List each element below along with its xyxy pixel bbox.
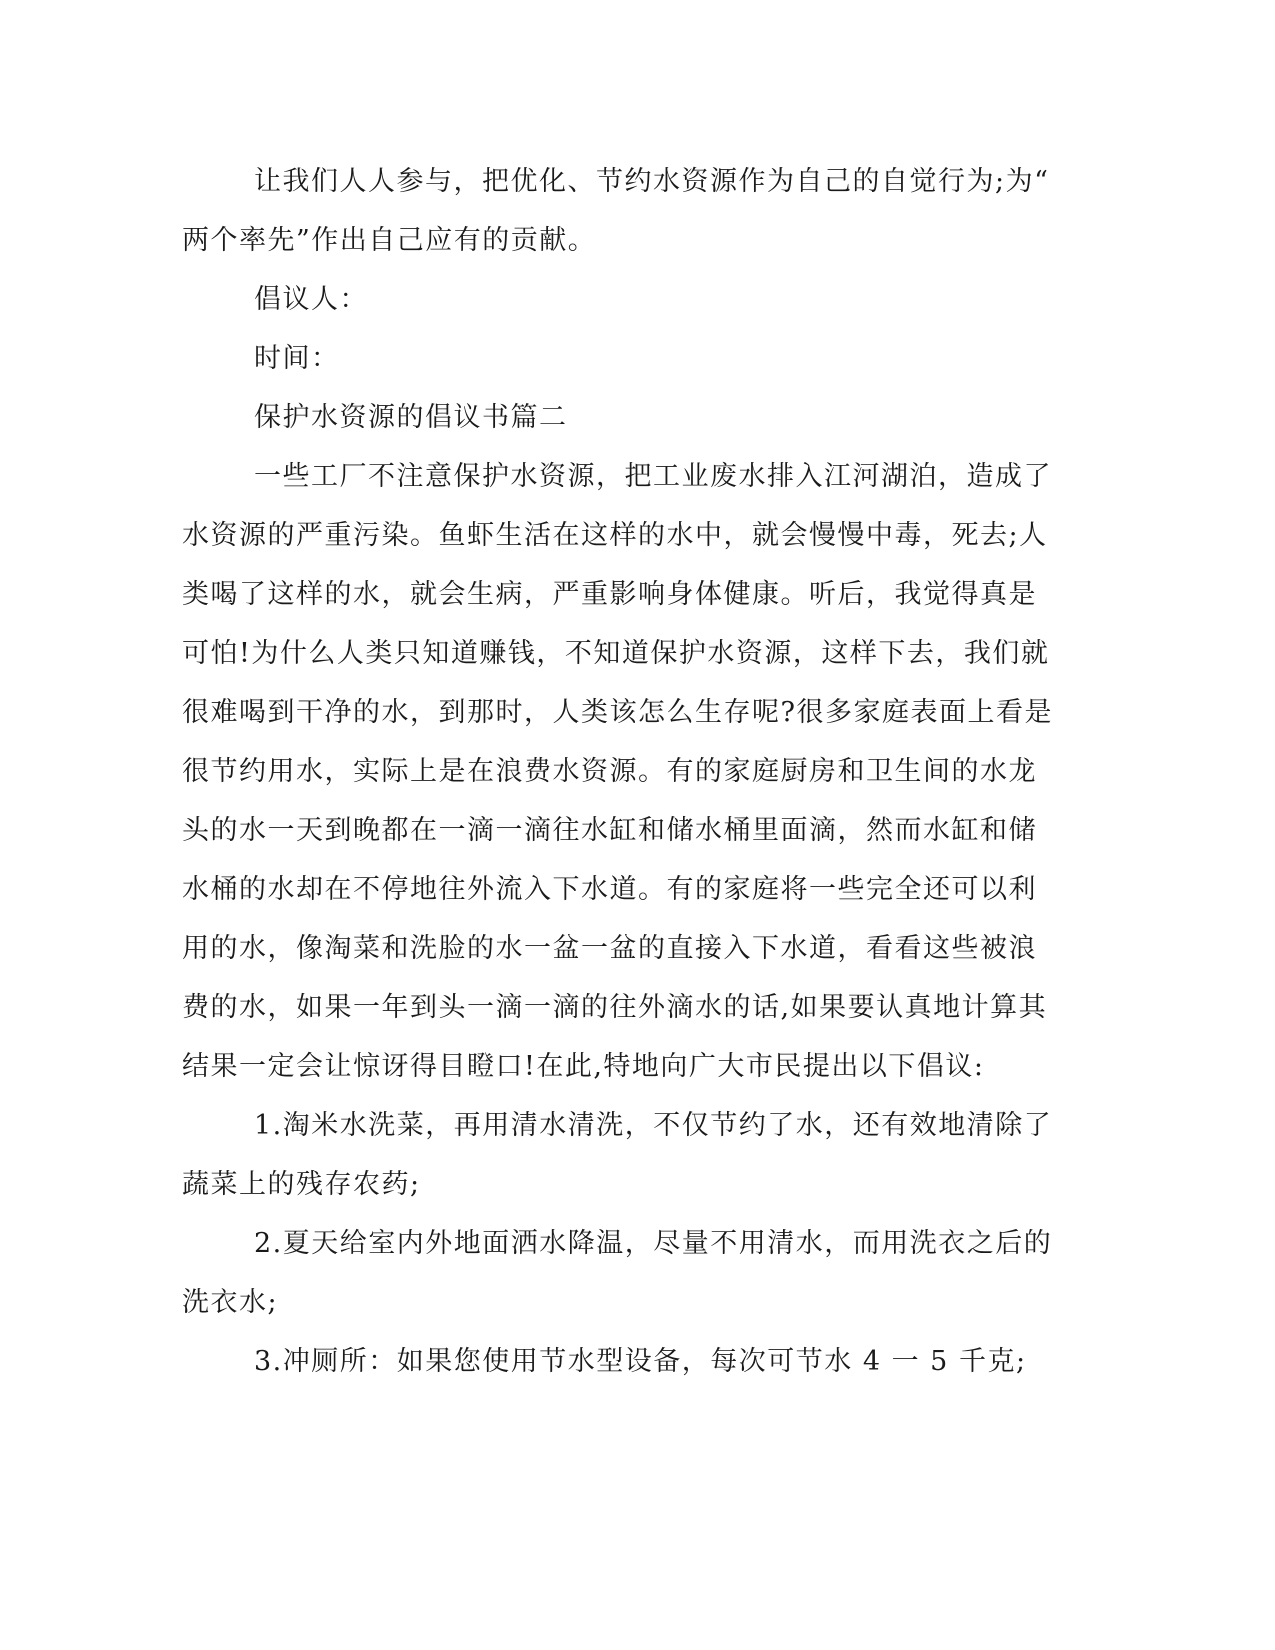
paragraph-line: 一些工厂不注意保护水资源，把工业废水排入江河湖泊，造成了 [254,461,1052,492]
paragraph-line: 很难喝到干净的水，到那时，人类该怎么生存呢?很多家庭表面上看是 [182,697,1053,728]
paragraph-line: 倡议人： [254,284,368,315]
paragraph-line: 洗衣水; [182,1287,279,1318]
proposer-label [182,270,1020,329]
paragraph-line: 水桶的水却在不停地往外流入下水道。有的家庭将一些完全还可以利 [182,874,1037,905]
time-label [182,329,1020,388]
paragraph-line: 类喝了这样的水，就会生病，严重影响身体健康。听后，我觉得真是 [182,579,1037,610]
section-title [182,388,1020,447]
paragraph-line: 蔬菜上的残存农药; [182,1169,421,1200]
list-item-1 [182,1096,1053,1214]
paragraph-body [182,447,1053,1096]
paragraph-line: 可怕!为什么人类只知道赚钱，不知道保护水资源，这样下去，我们就 [182,638,1050,669]
section-heading: 保护水资源的倡议书篇二 [254,402,568,433]
document-page [182,152,1053,1391]
paragraph-line: 头的水一天到晚都在一滴一滴往水缸和储水桶里面滴，然而水缸和储 [182,815,1037,846]
paragraph-line: 结果一定会让惊讶得目瞪口!在此,特地向广大市民提出以下倡议: [182,1051,985,1082]
paragraph-line: 让我们人人参与，把优化、节约水资源作为自己的自觉行为;为“ [254,166,1050,197]
paragraph-line: 很节约用水，实际上是在浪费水资源。有的家庭厨房和卫生间的水龙 [182,756,1037,787]
paragraph-line: 1.淘米水洗菜，再用清水清洗，不仅节约了水，还有效地清除了 [254,1110,1053,1141]
paragraph-line: 水资源的严重污染。鱼虾生活在这样的水中，就会慢慢中毒，死去;人 [182,520,1048,551]
paragraph-line: 3.冲厕所：如果您使用节水型设备，每次可节水 4 一 5 千克; [254,1346,1027,1377]
paragraph-line: 两个率先”作出自己应有的贡献。 [182,225,597,256]
list-item-3 [182,1332,1027,1391]
paragraph-line: 时间： [254,343,340,374]
paragraph-line: 2.夏天给室内外地面洒水降温，尽量不用清水，而用洗衣之后的 [254,1228,1053,1259]
paragraph-closing-appeal [182,152,1050,270]
list-item-2 [182,1214,1053,1332]
paragraph-line: 用的水，像淘菜和洗脸的水一盆一盆的直接入下水道，看看这些被浪 [182,933,1037,964]
paragraph-line: 费的水，如果一年到头一滴一滴的往外滴水的话,如果要认真地计算其 [182,992,1048,1023]
